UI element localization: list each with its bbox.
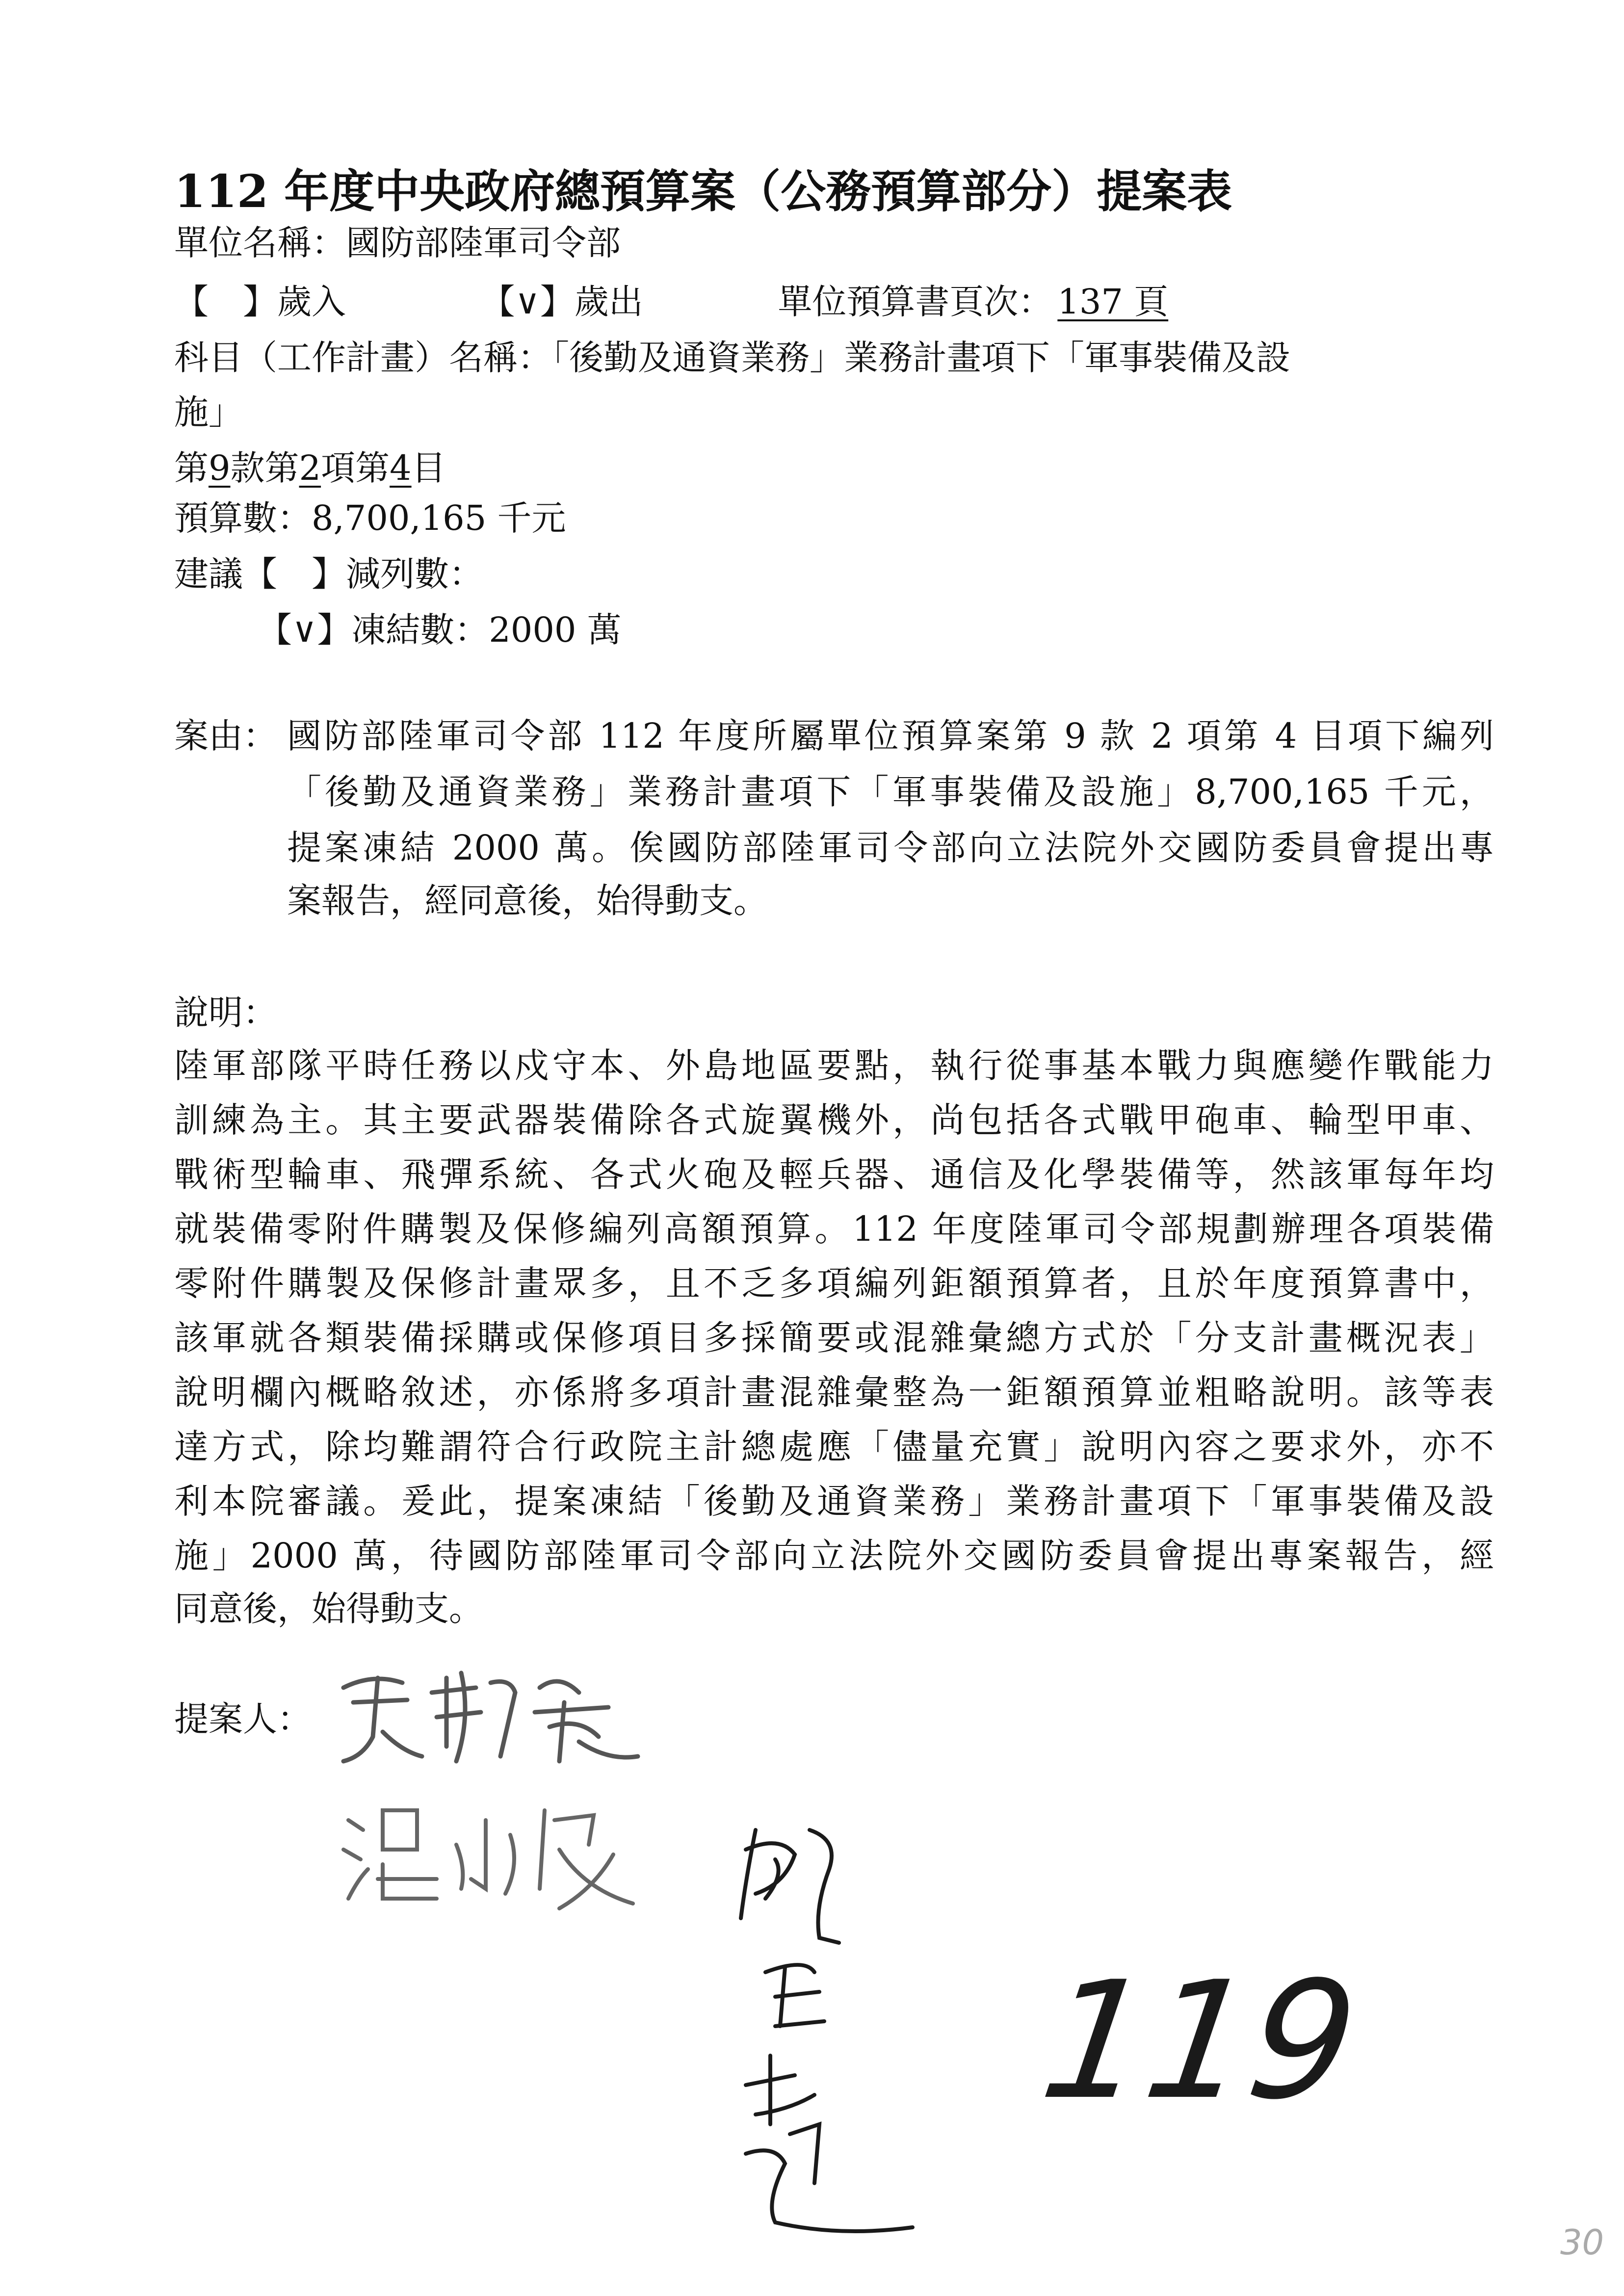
reason-line: 國防部陸軍司令部 112 年度所屬單位預算案第 9 款 2 項第 4 目項下編列 bbox=[287, 716, 1494, 756]
signature-3 bbox=[716, 1810, 922, 2242]
page-ref-label: 單位預算書頁次： bbox=[778, 282, 1053, 322]
reduce-checkbox: 【 】 bbox=[243, 554, 346, 594]
explanation-line: 戰術型輪車、飛彈系統、各式火砲及輕兵器、通信及化學裝備等，然該軍每年均 bbox=[174, 1154, 1494, 1195]
handwritten-number: 119 bbox=[1032, 1947, 1367, 2135]
signature-1 bbox=[334, 1658, 648, 1771]
document-title: 112 年度中央政府總預算案（公務預算部分）提案表 bbox=[174, 165, 1232, 218]
mu-number: 4 bbox=[390, 448, 412, 488]
suggest-reduce-row: 建議【 】減列數： bbox=[174, 554, 483, 594]
explanation-line: 達方式，除均難謂符合行政院主計總處應「儘量充實」說明內容之要求外，亦不 bbox=[174, 1427, 1494, 1467]
reason-label: 案由： bbox=[174, 716, 277, 756]
item-numbers: 第9款第2項第4目 bbox=[174, 448, 446, 488]
reason-line: 提案凍結 2000 萬。俟國防部陸軍司令部向立法院外交國防委員會提出專 bbox=[287, 828, 1494, 868]
subject-line-2: 施」 bbox=[174, 392, 243, 432]
proposer-label: 提案人： bbox=[174, 1699, 312, 1739]
page-ref-value: 137 頁 bbox=[1057, 282, 1169, 322]
expenditure-label: 歲出 bbox=[574, 282, 643, 322]
page-number: 30 bbox=[1560, 2222, 1604, 2263]
explanation-line: 就裝備零附件購製及保修編列高額預算。112 年度陸軍司令部規劃辦理各項裝備 bbox=[174, 1209, 1494, 1249]
freeze-row: 【∨】凍結數：2000 萬 bbox=[258, 610, 622, 650]
freeze-checkbox: 【∨】 bbox=[258, 610, 352, 650]
expenditure-checkbox: 【∨】 bbox=[480, 282, 575, 322]
revenue-label: 歲入 bbox=[277, 282, 346, 322]
revenue-checkbox: 【 】 bbox=[174, 282, 277, 322]
signature-2 bbox=[339, 1791, 653, 1918]
explanation-line: 訓練為主。其主要武器裝備除各式旋翼機外，尚包括各式戰甲砲車、輪型甲車、 bbox=[174, 1100, 1494, 1140]
explanation-line: 施」2000 萬，待國防部陸軍司令部向立法院外交國防委員會提出專案報告，經 bbox=[174, 1536, 1494, 1576]
unit-name: 單位名稱：國防部陸軍司令部 bbox=[174, 223, 621, 263]
xiang-number: 2 bbox=[299, 448, 321, 488]
reason-line: 「後勤及通資業務」業務計畫項下「軍事裝備及設施」8,700,165 千元， bbox=[287, 772, 1494, 812]
reason-line: 案報告，經同意後，始得動支。 bbox=[287, 881, 768, 921]
explanation-line: 利本院審議。爰此，提案凍結「後勤及通資業務」業務計畫項下「軍事裝備及設 bbox=[174, 1481, 1494, 1521]
revenue-expenditure-row bbox=[174, 281, 1173, 322]
budget-amount: 預算數：8,700,165 千元 bbox=[174, 498, 566, 538]
explanation-line: 同意後，始得動支。 bbox=[174, 1589, 483, 1629]
explanation-line: 該軍就各類裝備採購或保修項目多採簡要或混雜彙總方式於「分支計畫概況表」 bbox=[174, 1318, 1494, 1358]
subject-line-1: 科目（工作計畫）名稱：「後勤及通資業務」業務計畫項下「軍事裝備及設 bbox=[174, 338, 1290, 378]
kuan-number: 9 bbox=[209, 448, 231, 488]
explanation-label: 說明： bbox=[174, 992, 277, 1033]
explanation-line: 零附件購製及保修計畫眾多，且不乏多項編列鉅額預算者，且於年度預算書中， bbox=[174, 1263, 1494, 1304]
explanation-line: 陸軍部隊平時任務以戍守本、外島地區要點，執行從事基本戰力與應變作戰能力 bbox=[174, 1045, 1494, 1086]
explanation-line: 說明欄內概略敘述，亦係將多項計畫混雜彙整為一鉅額預算並粗略說明。該等表 bbox=[174, 1372, 1494, 1412]
